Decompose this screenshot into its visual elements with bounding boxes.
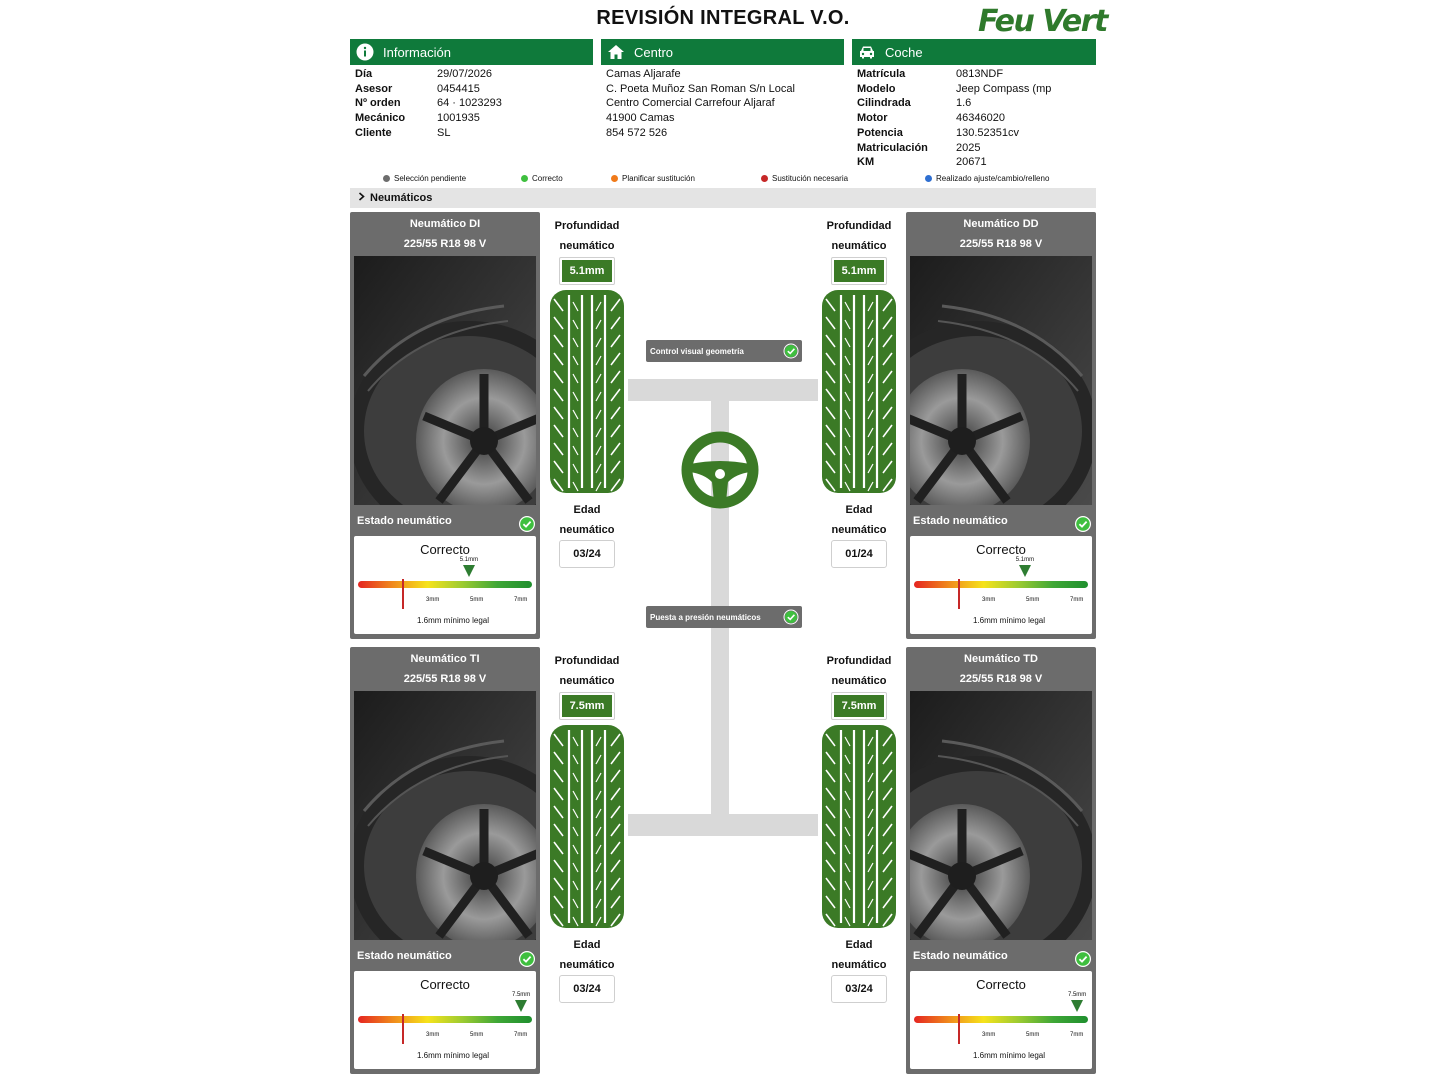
depth-value-badge (559, 257, 615, 285)
gauge-status: Correcto (976, 977, 1026, 992)
depth-heading (819, 216, 899, 256)
info-header (350, 39, 593, 65)
legal-minimum-label: 1.6mm mínimo legal (416, 1051, 490, 1060)
estado-label: Estado neumático (913, 950, 1008, 962)
depth-heading-line: Profundidad (554, 220, 620, 232)
estado-label: Estado neumático (913, 515, 1008, 527)
gauge-marker-icon (463, 565, 475, 577)
page-title: REVISIÓN INTEGRAL V.O. (596, 7, 850, 29)
legal-limit-marker (958, 1014, 960, 1044)
info-details (355, 67, 502, 141)
coche-value: 46346020 (956, 112, 1005, 125)
centro-line: 854 572 526 (606, 126, 668, 139)
legal-minimum-label: 1.6mm mínimo legal (972, 1051, 1046, 1060)
age-heading-line: neumático (831, 959, 887, 971)
tire-photo[interactable] (910, 691, 1092, 940)
coche-value: 1.6 (956, 97, 972, 110)
info-value: 1001935 (437, 112, 480, 125)
centro-header (601, 39, 844, 65)
tick-3mm: 3mm (426, 1032, 440, 1038)
centro-details (606, 67, 795, 141)
coche-value: 130.52351cv (956, 126, 1019, 139)
tick-5mm: 5mm (470, 597, 484, 603)
coche-key: Modelo (857, 82, 896, 95)
info-value: 0454415 (437, 82, 480, 95)
depth-heading-line: neumático (559, 240, 615, 252)
gauge-marker-label: 5.1mm (1015, 557, 1035, 563)
tire-card-dd (906, 212, 1096, 639)
info-label: Información (383, 44, 451, 60)
tire-name: Neumático DI (409, 218, 481, 230)
coche-key: Matrícula (857, 68, 906, 80)
age-value: 03/24 (559, 540, 615, 568)
centro-line: 41900 Camas (606, 112, 675, 125)
status-legend (350, 174, 1096, 186)
legend-label: Selección pendiente (394, 174, 467, 183)
geometry-check (646, 340, 802, 362)
legend-dot (611, 175, 618, 182)
check-circle-icon (1074, 515, 1092, 538)
legal-minimum-label: 1.6mm mínimo legal (416, 616, 490, 625)
legend-item (761, 174, 848, 183)
coche-key: Matriculación (857, 141, 928, 154)
legend-item (521, 174, 563, 183)
tick-3mm: 3mm (982, 1032, 996, 1038)
estado-label: Estado neumático (357, 515, 452, 527)
tread-gauge (910, 536, 1092, 634)
tick-3mm: 3mm (426, 597, 440, 603)
coche-value: 0813NDF (956, 68, 1004, 80)
pressure-check-label: Puesta a presión neumáticos (650, 612, 761, 622)
depth-value-badge (559, 692, 615, 720)
depth-value: 5.1mm (834, 260, 884, 282)
gauge-marker-icon (1019, 565, 1031, 577)
tread-gauge (354, 536, 536, 634)
section-label: Neumáticos (370, 192, 433, 204)
coche-label: Coche (885, 44, 923, 60)
info-value: 64 · 1023293 (437, 97, 502, 110)
age-heading-line: Edad (573, 504, 601, 516)
check-circle-icon (1074, 950, 1092, 973)
age-heading (819, 935, 899, 975)
depth-value-badge (831, 692, 887, 720)
centro-line: Camas Aljarafe (606, 68, 681, 80)
tire-size: 225/55 R18 98 V (959, 673, 1043, 685)
tick-7mm: 7mm (514, 1032, 528, 1038)
steering-wheel-icon (680, 430, 760, 510)
gauge-bar (358, 1016, 532, 1023)
tire-name: Neumático TD (964, 653, 1038, 665)
centro-line: C. Poeta Muñoz San Roman S/n Local (606, 82, 795, 95)
legend-dot (383, 175, 390, 182)
tick-7mm: 7mm (1070, 597, 1084, 603)
depth-heading-line: Profundidad (826, 220, 892, 232)
depth-value: 7.5mm (562, 695, 612, 717)
legend-item (383, 174, 466, 183)
legal-limit-marker (958, 579, 960, 609)
tire-tread-icon (821, 724, 897, 929)
tick-7mm: 7mm (1070, 1032, 1084, 1038)
gauge-status: Correcto (420, 542, 470, 557)
tick-3mm: 3mm (982, 597, 996, 603)
depth-value: 7.5mm (834, 695, 884, 717)
age-heading-line: Edad (845, 504, 873, 516)
check-circle-icon (783, 343, 799, 359)
tire-name: Neumático TI (410, 653, 480, 665)
depth-heading (547, 216, 627, 256)
depth-heading-line: neumático (831, 675, 887, 687)
depth-heading-line: Profundidad (554, 655, 620, 667)
tick-5mm: 5mm (1026, 597, 1040, 603)
tick-5mm: 5mm (470, 1032, 484, 1038)
tire-size: 225/55 R18 98 V (959, 238, 1043, 250)
coche-key: Cilindrada (857, 97, 911, 110)
legal-limit-marker (402, 1014, 404, 1044)
coche-value: 20671 (956, 156, 987, 169)
check-circle-icon (783, 609, 799, 625)
depth-heading-line: neumático (831, 240, 887, 252)
age-heading-line: Edad (573, 939, 601, 951)
estado-label: Estado neumático (357, 950, 452, 962)
coche-key: Motor (857, 112, 888, 125)
info-value: SL (437, 126, 451, 139)
centro-line: Centro Comercial Carrefour Aljaraf (606, 97, 775, 110)
tire-tread-icon (821, 289, 897, 494)
depth-heading-line: neumático (559, 675, 615, 687)
tread-gauge (354, 971, 536, 1069)
tire-photo[interactable] (354, 256, 536, 505)
tire-card-di (350, 212, 540, 639)
geometry-check-label: Control visual geometría (650, 346, 744, 356)
tire-size: 225/55 R18 98 V (403, 673, 487, 685)
car-icon (858, 43, 876, 61)
depth-heading-line: Profundidad (826, 655, 892, 667)
home-icon (607, 43, 625, 61)
age-heading (547, 935, 627, 975)
info-key: Asesor (355, 82, 393, 95)
tire-photo[interactable] (354, 691, 536, 940)
tire-size: 225/55 R18 98 V (403, 238, 487, 250)
neumaticos-section-toggle[interactable] (350, 188, 1096, 208)
info-key: Cliente (355, 126, 392, 139)
legend-dot (761, 175, 768, 182)
tire-card-ti (350, 647, 540, 1074)
tire-photo[interactable] (910, 256, 1092, 505)
gauge-status: Correcto (976, 542, 1026, 557)
gauge-bar (358, 581, 532, 588)
front-axle (628, 379, 818, 401)
age-heading (819, 500, 899, 540)
depth-value-badge (831, 257, 887, 285)
coche-value: Jeep Compass (mp (956, 82, 1052, 95)
age-value: 01/24 (831, 540, 887, 568)
info-key: Mecánico (355, 112, 406, 125)
gauge-status: Correcto (420, 977, 470, 992)
depth-heading (819, 651, 899, 691)
tick-7mm: 7mm (514, 597, 528, 603)
gauge-marker-icon (1071, 1000, 1083, 1012)
legend-label: Correcto (532, 174, 563, 183)
gauge-marker-label: 5.1mm (459, 557, 479, 563)
coche-value: 2025 (956, 141, 981, 154)
coche-key: Potencia (857, 126, 903, 139)
gauge-marker-label: 7.5mm (511, 992, 531, 998)
pressure-check (646, 606, 802, 628)
legal-limit-marker (402, 579, 404, 609)
legend-label: Planificar sustitución (622, 174, 695, 183)
age-heading (547, 500, 627, 540)
tire-tread-icon (549, 289, 625, 494)
coche-key: KM (857, 156, 875, 169)
info-key: Nº orden (355, 97, 401, 110)
age-heading-line: neumático (831, 524, 887, 536)
legend-dot (521, 175, 528, 182)
tick-5mm: 5mm (1026, 1032, 1040, 1038)
legal-minimum-label: 1.6mm mínimo legal (972, 616, 1046, 625)
tire-tread-icon (549, 724, 625, 929)
gauge-marker-label: 7.5mm (1067, 992, 1087, 998)
check-circle-icon (518, 515, 536, 538)
coche-header (852, 39, 1096, 65)
depth-value: 5.1mm (562, 260, 612, 282)
check-circle-icon (518, 950, 536, 973)
age-heading-line: neumático (559, 959, 615, 971)
coche-details (857, 67, 1051, 170)
legend-item (925, 174, 1049, 183)
legend-label: Realizado ajuste/cambio/relleno (936, 174, 1050, 183)
feu-vert-logo: Feu Vert (978, 4, 1107, 39)
age-value: 03/24 (559, 975, 615, 1003)
info-value: 29/07/2026 (437, 68, 493, 80)
info-key: Día (355, 68, 373, 80)
tread-gauge (910, 971, 1092, 1069)
gauge-marker-icon (515, 1000, 527, 1012)
legend-item (611, 174, 695, 183)
depth-heading (547, 651, 627, 691)
info-icon (356, 43, 374, 61)
legend-label: Sustitución necesaria (772, 174, 849, 183)
centro-label: Centro (634, 44, 674, 60)
age-heading-line: Edad (845, 939, 873, 951)
tire-name: Neumático DD (963, 218, 1039, 230)
gauge-bar (914, 1016, 1088, 1023)
age-value: 03/24 (831, 975, 887, 1003)
legend-dot (925, 175, 932, 182)
chevron-right-icon (358, 192, 365, 204)
tire-card-td (906, 647, 1096, 1074)
age-heading-line: neumático (559, 524, 615, 536)
rear-axle (628, 814, 818, 836)
gauge-bar (914, 581, 1088, 588)
